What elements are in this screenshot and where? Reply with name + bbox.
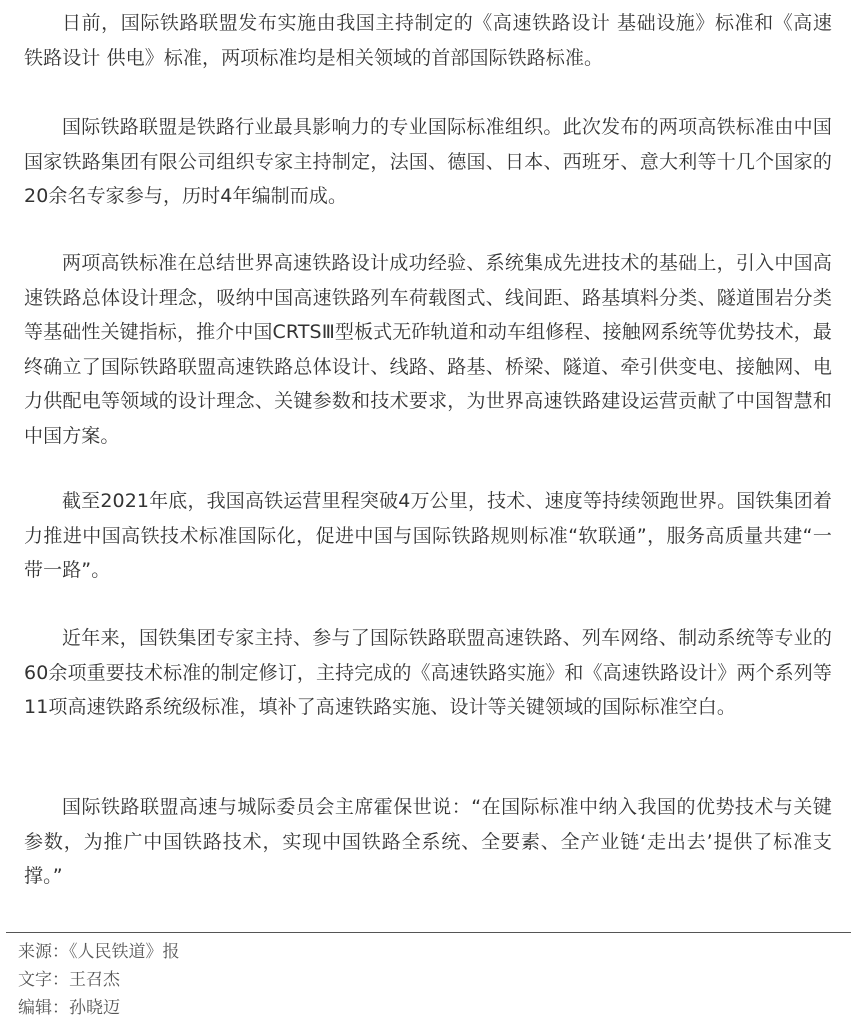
- footer-source: 来源：《人民铁道》报: [18, 942, 180, 962]
- article-paragraph-5: 近年来，国铁集团专家主持、参与了国际铁路联盟高速铁路、列车网络、制动系统等专业的60余项重要技术标准的制定修订，主持完成的《高速铁路实施》和《高速铁路设计》两个系列等11项高速铁路系统级标准，填补了高速铁路实施、设计等关键领域的国际标准空白。: [24, 627, 832, 718]
- footer-divider: [6, 932, 851, 933]
- article-paragraph-6: 国际铁路联盟高速与城际委员会主席霍保世说：“在国际标准中纳入我国的优势技术与关键参数，为推广中国铁路技术，实现中国铁路全系统、全要素、全产业链‘走出去’提供了标准支撑。”: [24, 796, 832, 887]
- article-paragraph-2: 国际铁路联盟是铁路行业最具影响力的专业国际标准组织。此次发布的两项高铁标准由中国国家铁路集团有限公司组织专家主持制定，法国、德国、日本、西班牙、意大利等十几个国家的20余名专家参与，历时4年编制而成。: [24, 116, 832, 207]
- article-footer: [18, 938, 818, 1022]
- article-paragraph-3: 两项高铁标准在总结世界高速铁路设计成功经验、系统集成先进技术的基础上，引入中国高速铁路总体设计理念，吸纳中国高速铁路列车荷载图式、线间距、路基填料分类、隧道围岩分类等基础性关键指标，推介中国CRTSⅢ型板式无砟轨道和动车组修程、接触网系统等优势技术，最终确立了国际铁路联盟高速铁路总体设计、线路、路基、桥梁、隧道、牵引供变电、接触网、电力供配电等领域的设计理念、关键参数和技术要求，为世界高速铁路建设运营贡献了中国智慧和中国方案。: [24, 252, 832, 447]
- article-paragraph-1: 日前，国际铁路联盟发布实施由我国主持制定的《高速铁路设计 基础设施》标准和《高速铁路设计 供电》标准，两项标准均是相关领域的首部国际铁路标准。: [24, 12, 832, 69]
- footer-text-author: 文字：王召杰: [18, 970, 120, 990]
- article-paragraph-4: 截至2021年底，我国高铁运营里程突破4万公里，技术、速度等持续领跑世界。国铁集团着力推进中国高铁技术标准国际化，促进中国与国际铁路规则标准“软联通”，服务高质量共建“一带一路”。: [24, 490, 832, 581]
- footer-editor: 编辑：孙晓迈: [18, 998, 120, 1018]
